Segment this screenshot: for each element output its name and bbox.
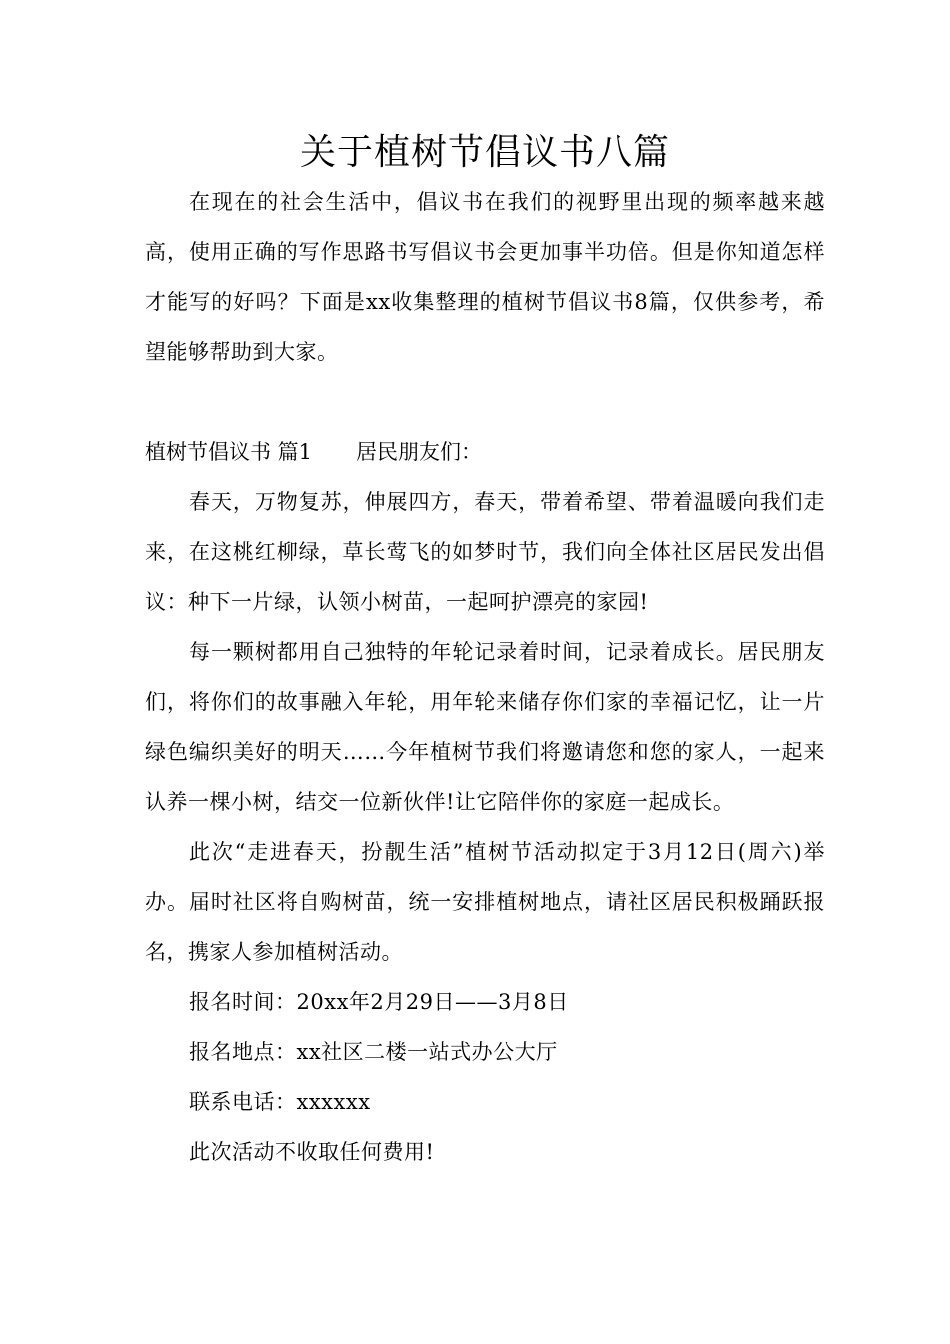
contact-phone: 联系电话：xxxxxx <box>189 1090 371 1114</box>
intro-paragraph: 在现在的社会生活中，倡议书在我们的视野里出现的频率越来越高，使用正确的写作思路书写倡议书会更加事半功倍。但是你知道怎样才能写的好吗？下面是xx收集整理的植树节倡议书8篇，仅供参考，希望能够帮助到大家。 <box>145 190 825 364</box>
body-paragraph: 每一颗树都用自己独特的年轮记录着时间，记录着成长。居民朋友们，将你们的故事融入年轮，用年轮来储存你们家的幸福记忆，让一片绿色编织美好的明天……今年植树节我们将邀请您和您的家人，一起来认养一棵小树，结交一位新伙伴!让它陪伴你的家庭一起成长。 <box>145 640 825 814</box>
blank-line <box>145 377 825 427</box>
fee-note: 此次活动不收取任何费用! <box>189 1140 435 1164</box>
registration-place: 报名地点：xx社区二楼一站式办公大厅 <box>189 1040 558 1064</box>
section-heading-line <box>145 427 825 477</box>
registration-time: 报名时间：20xx年2月29日——3月8日 <box>189 990 569 1014</box>
body-paragraph: 此次“走进春天，扮靓生活”植树节活动拟定于3月12日(周六)举办。届时社区将自购树苗，统一安排植树地点，请社区居民积极踊跃报名，携家人参加植树活动。 <box>145 840 825 964</box>
section-heading: 植树节倡议书 篇1 <box>145 440 313 464</box>
body-paragraph: 春天，万物复苏，伸展四方，春天，带着希望、带着温暖向我们走来，在这桃红柳绿，草长莺飞的如梦时节，我们向全体社区居民发出倡议：种下一片绿，认领小树苗，一起呵护漂亮的家园! <box>145 490 825 614</box>
document-body <box>145 129 825 1177</box>
document-title: 关于植树节倡议书八篇 <box>299 132 670 173</box>
salutation: 居民朋友们： <box>356 440 483 464</box>
